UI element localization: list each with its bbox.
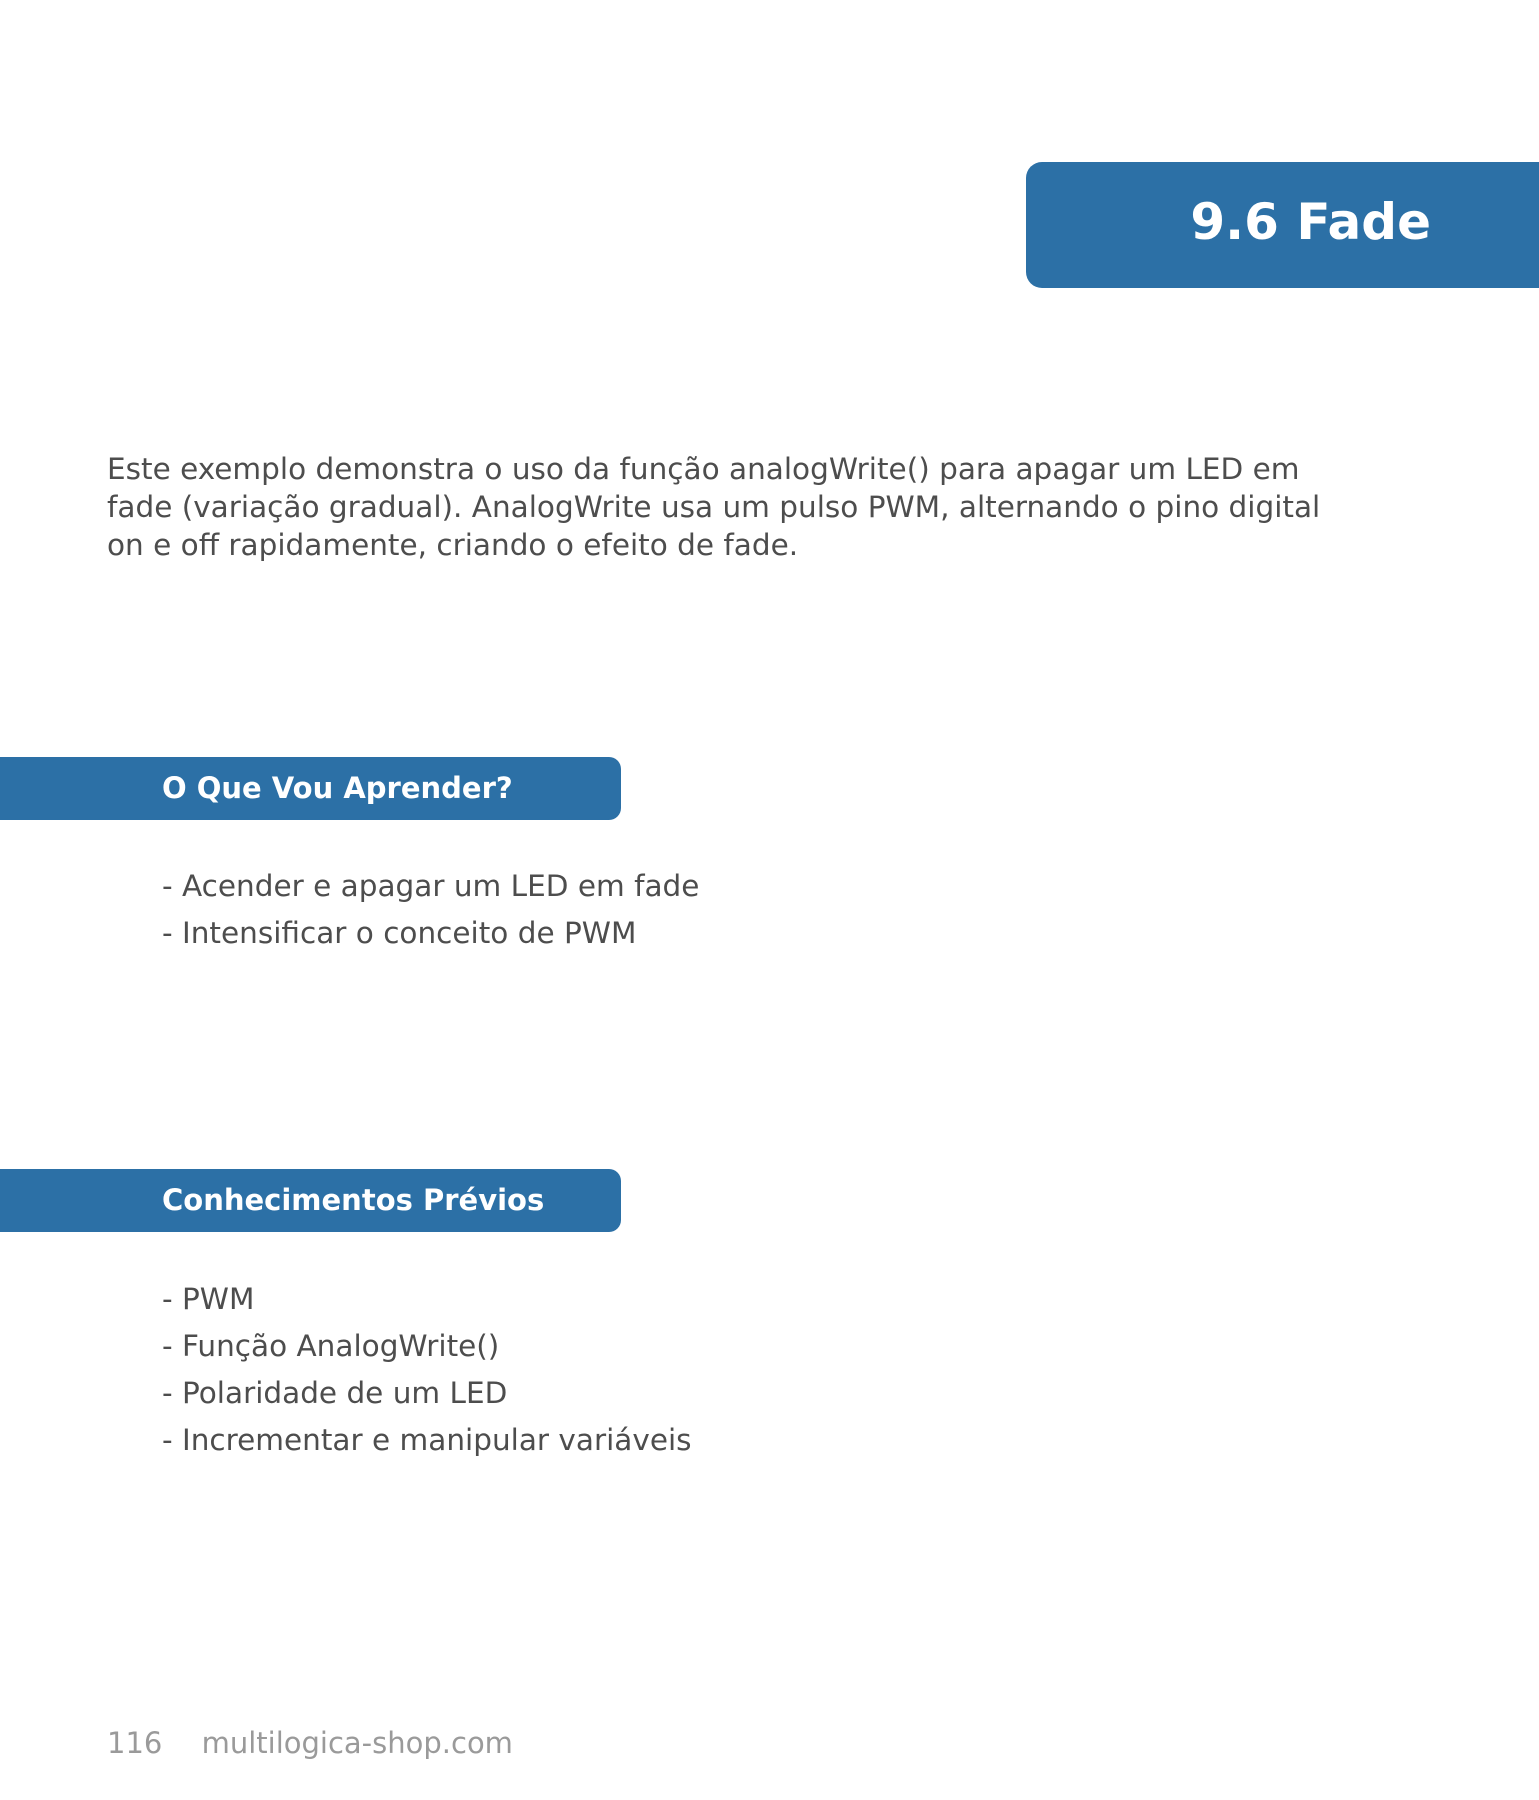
list-item: - Incrementar e manipular variáveis [162,1423,692,1457]
website-link[interactable]: multilogica-shop.com [201,1726,513,1760]
section-header-prior-knowledge [0,1169,621,1232]
page-footer [107,1726,513,1760]
page-number: 116 [107,1726,163,1760]
list-item: - Função AnalogWrite() [162,1329,500,1363]
prior-knowledge-list [162,1276,692,1464]
chapter-title: 9.6 Fade [1190,193,1431,251]
learn-list [162,863,699,957]
list-item: - Acender e apagar um LED em fade [162,869,700,903]
list-item: - PWM [162,1282,255,1316]
chapter-title-tab [1026,162,1539,288]
list-item: - Polaridade de um LED [162,1376,508,1410]
section-title-learn: O Que Vou Aprender? [162,771,513,805]
intro-paragraph: Este exemplo demonstra o uso da função analogWrite() para apagar um LED em fade (variação gradual). AnalogWrite usa um pulso PWM, alternando o pino digital on e off rapidamente, criando o efeito de fade. [107,452,1321,562]
section-title-prior-knowledge: Conhecimentos Prévios [162,1183,545,1217]
list-item: - Intensificar o conceito de PWM [162,916,637,950]
section-header-learn [0,757,621,820]
